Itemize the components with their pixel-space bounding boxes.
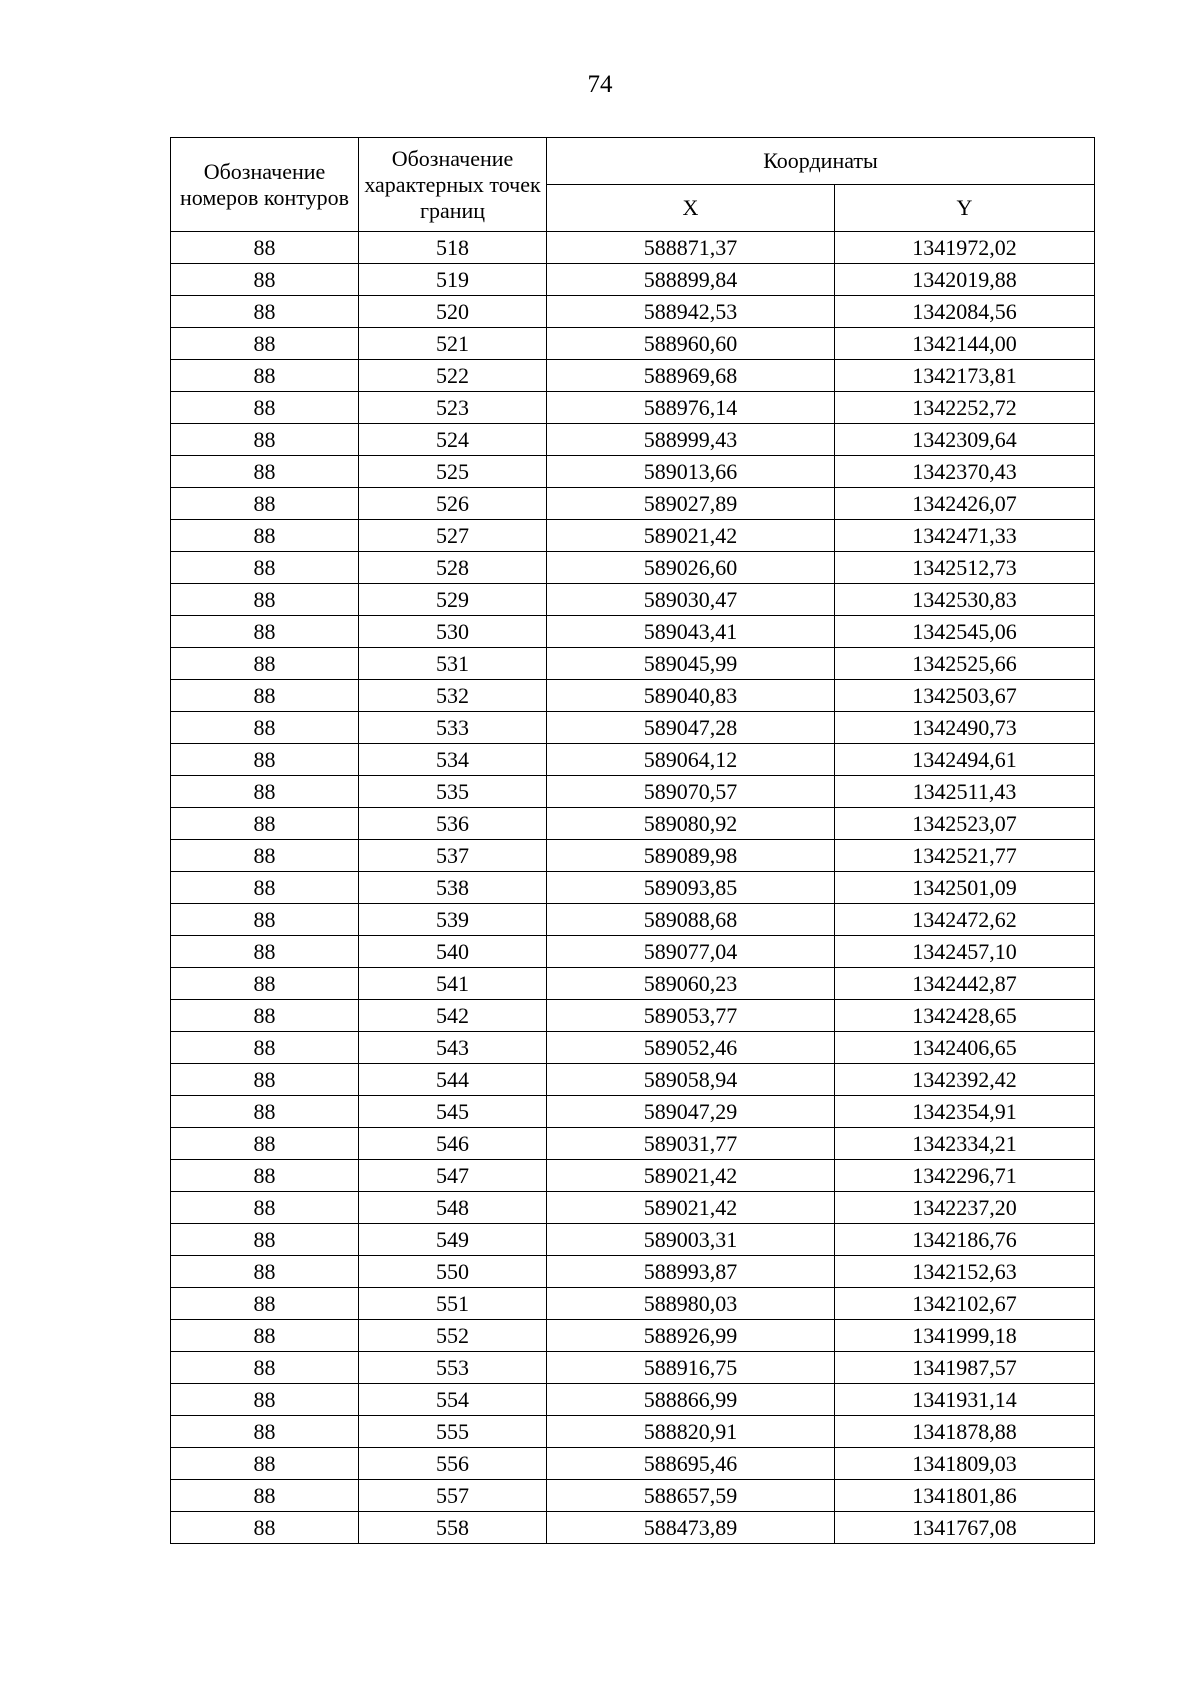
cell-y: 1342019,88 (835, 264, 1095, 296)
cell-contour: 88 (171, 1128, 359, 1160)
cell-x: 588820,91 (547, 1416, 835, 1448)
cell-point: 521 (359, 328, 547, 360)
table-row (171, 1128, 1095, 1160)
cell-y: 1342511,43 (835, 776, 1095, 808)
cell-x: 589058,94 (547, 1064, 835, 1096)
cell-y: 1342084,56 (835, 296, 1095, 328)
cell-point: 541 (359, 968, 547, 1000)
cell-y: 1341931,14 (835, 1384, 1095, 1416)
cell-y: 1342494,61 (835, 744, 1095, 776)
cell-y: 1342102,67 (835, 1288, 1095, 1320)
cell-x: 589080,92 (547, 808, 835, 840)
cell-contour: 88 (171, 392, 359, 424)
cell-point: 558 (359, 1512, 547, 1544)
cell-y: 1342406,65 (835, 1032, 1095, 1064)
table-body (171, 232, 1095, 1544)
cell-contour: 88 (171, 456, 359, 488)
cell-y: 1342530,83 (835, 584, 1095, 616)
cell-point: 551 (359, 1288, 547, 1320)
cell-point: 519 (359, 264, 547, 296)
table-row (171, 1256, 1095, 1288)
cell-contour: 88 (171, 648, 359, 680)
table-row (171, 904, 1095, 936)
cell-contour: 88 (171, 616, 359, 648)
table-row (171, 1064, 1095, 1096)
cell-contour: 88 (171, 1352, 359, 1384)
table-row (171, 232, 1095, 264)
cell-y: 1341767,08 (835, 1512, 1095, 1544)
table-row (171, 392, 1095, 424)
cell-y: 1342152,63 (835, 1256, 1095, 1288)
cell-contour: 88 (171, 328, 359, 360)
cell-x: 589031,77 (547, 1128, 835, 1160)
table-row (171, 1480, 1095, 1512)
cell-contour: 88 (171, 680, 359, 712)
cell-contour: 88 (171, 1384, 359, 1416)
cell-x: 589077,04 (547, 936, 835, 968)
cell-contour: 88 (171, 1416, 359, 1448)
cell-y: 1341801,86 (835, 1480, 1095, 1512)
cell-contour: 88 (171, 296, 359, 328)
cell-x: 589070,57 (547, 776, 835, 808)
cell-y: 1342501,09 (835, 872, 1095, 904)
cell-contour: 88 (171, 776, 359, 808)
cell-point: 526 (359, 488, 547, 520)
cell-x: 588969,68 (547, 360, 835, 392)
cell-y: 1342525,66 (835, 648, 1095, 680)
cell-y: 1342370,43 (835, 456, 1095, 488)
cell-x: 589093,85 (547, 872, 835, 904)
cell-x: 589088,68 (547, 904, 835, 936)
coordinates-table (170, 137, 1095, 1544)
cell-x: 588695,46 (547, 1448, 835, 1480)
cell-point: 542 (359, 1000, 547, 1032)
cell-point: 548 (359, 1192, 547, 1224)
cell-x: 588993,87 (547, 1256, 835, 1288)
table-row (171, 1288, 1095, 1320)
cell-point: 553 (359, 1352, 547, 1384)
cell-point: 524 (359, 424, 547, 456)
cell-x: 588999,43 (547, 424, 835, 456)
cell-x: 589021,42 (547, 520, 835, 552)
table-row (171, 1448, 1095, 1480)
cell-point: 527 (359, 520, 547, 552)
cell-x: 589021,42 (547, 1160, 835, 1192)
cell-y: 1341878,88 (835, 1416, 1095, 1448)
cell-y: 1342186,76 (835, 1224, 1095, 1256)
cell-point: 552 (359, 1320, 547, 1352)
cell-x: 589060,23 (547, 968, 835, 1000)
cell-y: 1342426,07 (835, 488, 1095, 520)
table-row (171, 840, 1095, 872)
cell-point: 544 (359, 1064, 547, 1096)
cell-y: 1342428,65 (835, 1000, 1095, 1032)
cell-point: 546 (359, 1128, 547, 1160)
cell-y: 1342392,42 (835, 1064, 1095, 1096)
cell-contour: 88 (171, 1064, 359, 1096)
cell-x: 589047,29 (547, 1096, 835, 1128)
cell-y: 1342296,71 (835, 1160, 1095, 1192)
cell-point: 523 (359, 392, 547, 424)
cell-x: 589043,41 (547, 616, 835, 648)
table-row (171, 360, 1095, 392)
cell-point: 557 (359, 1480, 547, 1512)
cell-x: 589045,99 (547, 648, 835, 680)
cell-y: 1342237,20 (835, 1192, 1095, 1224)
cell-point: 540 (359, 936, 547, 968)
cell-contour: 88 (171, 1288, 359, 1320)
cell-contour: 88 (171, 584, 359, 616)
cell-point: 550 (359, 1256, 547, 1288)
header-boundary-point: Обозначение характерных точек границ (359, 138, 547, 232)
cell-point: 534 (359, 744, 547, 776)
table-row (171, 1384, 1095, 1416)
cell-y: 1342472,62 (835, 904, 1095, 936)
cell-y: 1342490,73 (835, 712, 1095, 744)
cell-contour: 88 (171, 488, 359, 520)
cell-x: 589064,12 (547, 744, 835, 776)
cell-x: 589026,60 (547, 552, 835, 584)
cell-contour: 88 (171, 1320, 359, 1352)
cell-y: 1342442,87 (835, 968, 1095, 1000)
table-row (171, 808, 1095, 840)
cell-point: 533 (359, 712, 547, 744)
cell-x: 589040,83 (547, 680, 835, 712)
header-x: X (547, 185, 835, 232)
table-header (171, 138, 1095, 232)
cell-point: 522 (359, 360, 547, 392)
cell-x: 588899,84 (547, 264, 835, 296)
cell-y: 1342503,67 (835, 680, 1095, 712)
cell-point: 537 (359, 840, 547, 872)
cell-y: 1342457,10 (835, 936, 1095, 968)
cell-contour: 88 (171, 552, 359, 584)
cell-point: 547 (359, 1160, 547, 1192)
cell-contour: 88 (171, 904, 359, 936)
cell-contour: 88 (171, 712, 359, 744)
cell-y: 1342354,91 (835, 1096, 1095, 1128)
cell-contour: 88 (171, 1096, 359, 1128)
table-row (171, 1192, 1095, 1224)
table-row (171, 1512, 1095, 1544)
cell-x: 588866,99 (547, 1384, 835, 1416)
cell-contour: 88 (171, 264, 359, 296)
cell-point: 554 (359, 1384, 547, 1416)
table-row (171, 1000, 1095, 1032)
cell-point: 556 (359, 1448, 547, 1480)
cell-x: 588980,03 (547, 1288, 835, 1320)
table-row (171, 1224, 1095, 1256)
table-row (171, 1352, 1095, 1384)
cell-point: 520 (359, 296, 547, 328)
cell-y: 1342471,33 (835, 520, 1095, 552)
table-row (171, 872, 1095, 904)
cell-x: 588942,53 (547, 296, 835, 328)
cell-point: 543 (359, 1032, 547, 1064)
cell-point: 545 (359, 1096, 547, 1128)
header-coordinates: Координаты (547, 138, 1095, 185)
cell-contour: 88 (171, 232, 359, 264)
cell-x: 589053,77 (547, 1000, 835, 1032)
cell-contour: 88 (171, 1480, 359, 1512)
table-row (171, 584, 1095, 616)
cell-x: 589030,47 (547, 584, 835, 616)
table-row (171, 712, 1095, 744)
cell-point: 532 (359, 680, 547, 712)
cell-x: 589003,31 (547, 1224, 835, 1256)
table-row (171, 424, 1095, 456)
table-row (171, 1160, 1095, 1192)
cell-point: 535 (359, 776, 547, 808)
cell-x: 588473,89 (547, 1512, 835, 1544)
table-row (171, 680, 1095, 712)
cell-y: 1342523,07 (835, 808, 1095, 840)
table-row (171, 616, 1095, 648)
cell-contour: 88 (171, 840, 359, 872)
cell-contour: 88 (171, 808, 359, 840)
cell-x: 588871,37 (547, 232, 835, 264)
cell-x: 589047,28 (547, 712, 835, 744)
cell-x: 589021,42 (547, 1192, 835, 1224)
cell-contour: 88 (171, 1256, 359, 1288)
cell-point: 539 (359, 904, 547, 936)
table-row (171, 296, 1095, 328)
table-row (171, 936, 1095, 968)
cell-y: 1341999,18 (835, 1320, 1095, 1352)
table-row (171, 776, 1095, 808)
table-row (171, 1032, 1095, 1064)
cell-x: 589027,89 (547, 488, 835, 520)
cell-y: 1342309,64 (835, 424, 1095, 456)
table-row (171, 488, 1095, 520)
cell-y: 1341809,03 (835, 1448, 1095, 1480)
cell-contour: 88 (171, 1160, 359, 1192)
cell-contour: 88 (171, 1000, 359, 1032)
cell-contour: 88 (171, 1032, 359, 1064)
cell-y: 1341987,57 (835, 1352, 1095, 1384)
cell-x: 589089,98 (547, 840, 835, 872)
cell-x: 588657,59 (547, 1480, 835, 1512)
cell-y: 1342144,00 (835, 328, 1095, 360)
cell-point: 529 (359, 584, 547, 616)
cell-contour: 88 (171, 1192, 359, 1224)
cell-point: 528 (359, 552, 547, 584)
page-number: 74 (587, 71, 613, 98)
cell-x: 588960,60 (547, 328, 835, 360)
table-row (171, 264, 1095, 296)
cell-contour: 88 (171, 1224, 359, 1256)
cell-contour: 88 (171, 1448, 359, 1480)
cell-x: 589052,46 (547, 1032, 835, 1064)
cell-point: 531 (359, 648, 547, 680)
cell-x: 589013,66 (547, 456, 835, 488)
table-row (171, 328, 1095, 360)
table-row (171, 456, 1095, 488)
cell-y: 1342521,77 (835, 840, 1095, 872)
cell-x: 588916,75 (547, 1352, 835, 1384)
cell-point: 518 (359, 232, 547, 264)
table-row (171, 744, 1095, 776)
cell-point: 536 (359, 808, 547, 840)
cell-y: 1342334,21 (835, 1128, 1095, 1160)
cell-contour: 88 (171, 968, 359, 1000)
header-y: Y (835, 185, 1095, 232)
cell-contour: 88 (171, 360, 359, 392)
cell-x: 588976,14 (547, 392, 835, 424)
table-row (171, 520, 1095, 552)
cell-contour: 88 (171, 1512, 359, 1544)
cell-point: 530 (359, 616, 547, 648)
cell-y: 1342252,72 (835, 392, 1095, 424)
table-row (171, 1320, 1095, 1352)
table-row (171, 1096, 1095, 1128)
cell-y: 1342512,73 (835, 552, 1095, 584)
cell-contour: 88 (171, 744, 359, 776)
cell-contour: 88 (171, 936, 359, 968)
table-row (171, 968, 1095, 1000)
table-row (171, 1416, 1095, 1448)
table-row (171, 552, 1095, 584)
cell-x: 588926,99 (547, 1320, 835, 1352)
header-contour-number: Обозначение номеров контуров (171, 138, 359, 232)
cell-y: 1342173,81 (835, 360, 1095, 392)
cell-contour: 88 (171, 520, 359, 552)
cell-y: 1341972,02 (835, 232, 1095, 264)
cell-point: 555 (359, 1416, 547, 1448)
cell-contour: 88 (171, 424, 359, 456)
cell-contour: 88 (171, 872, 359, 904)
cell-point: 525 (359, 456, 547, 488)
cell-point: 538 (359, 872, 547, 904)
cell-point: 549 (359, 1224, 547, 1256)
cell-y: 1342545,06 (835, 616, 1095, 648)
table-row (171, 648, 1095, 680)
